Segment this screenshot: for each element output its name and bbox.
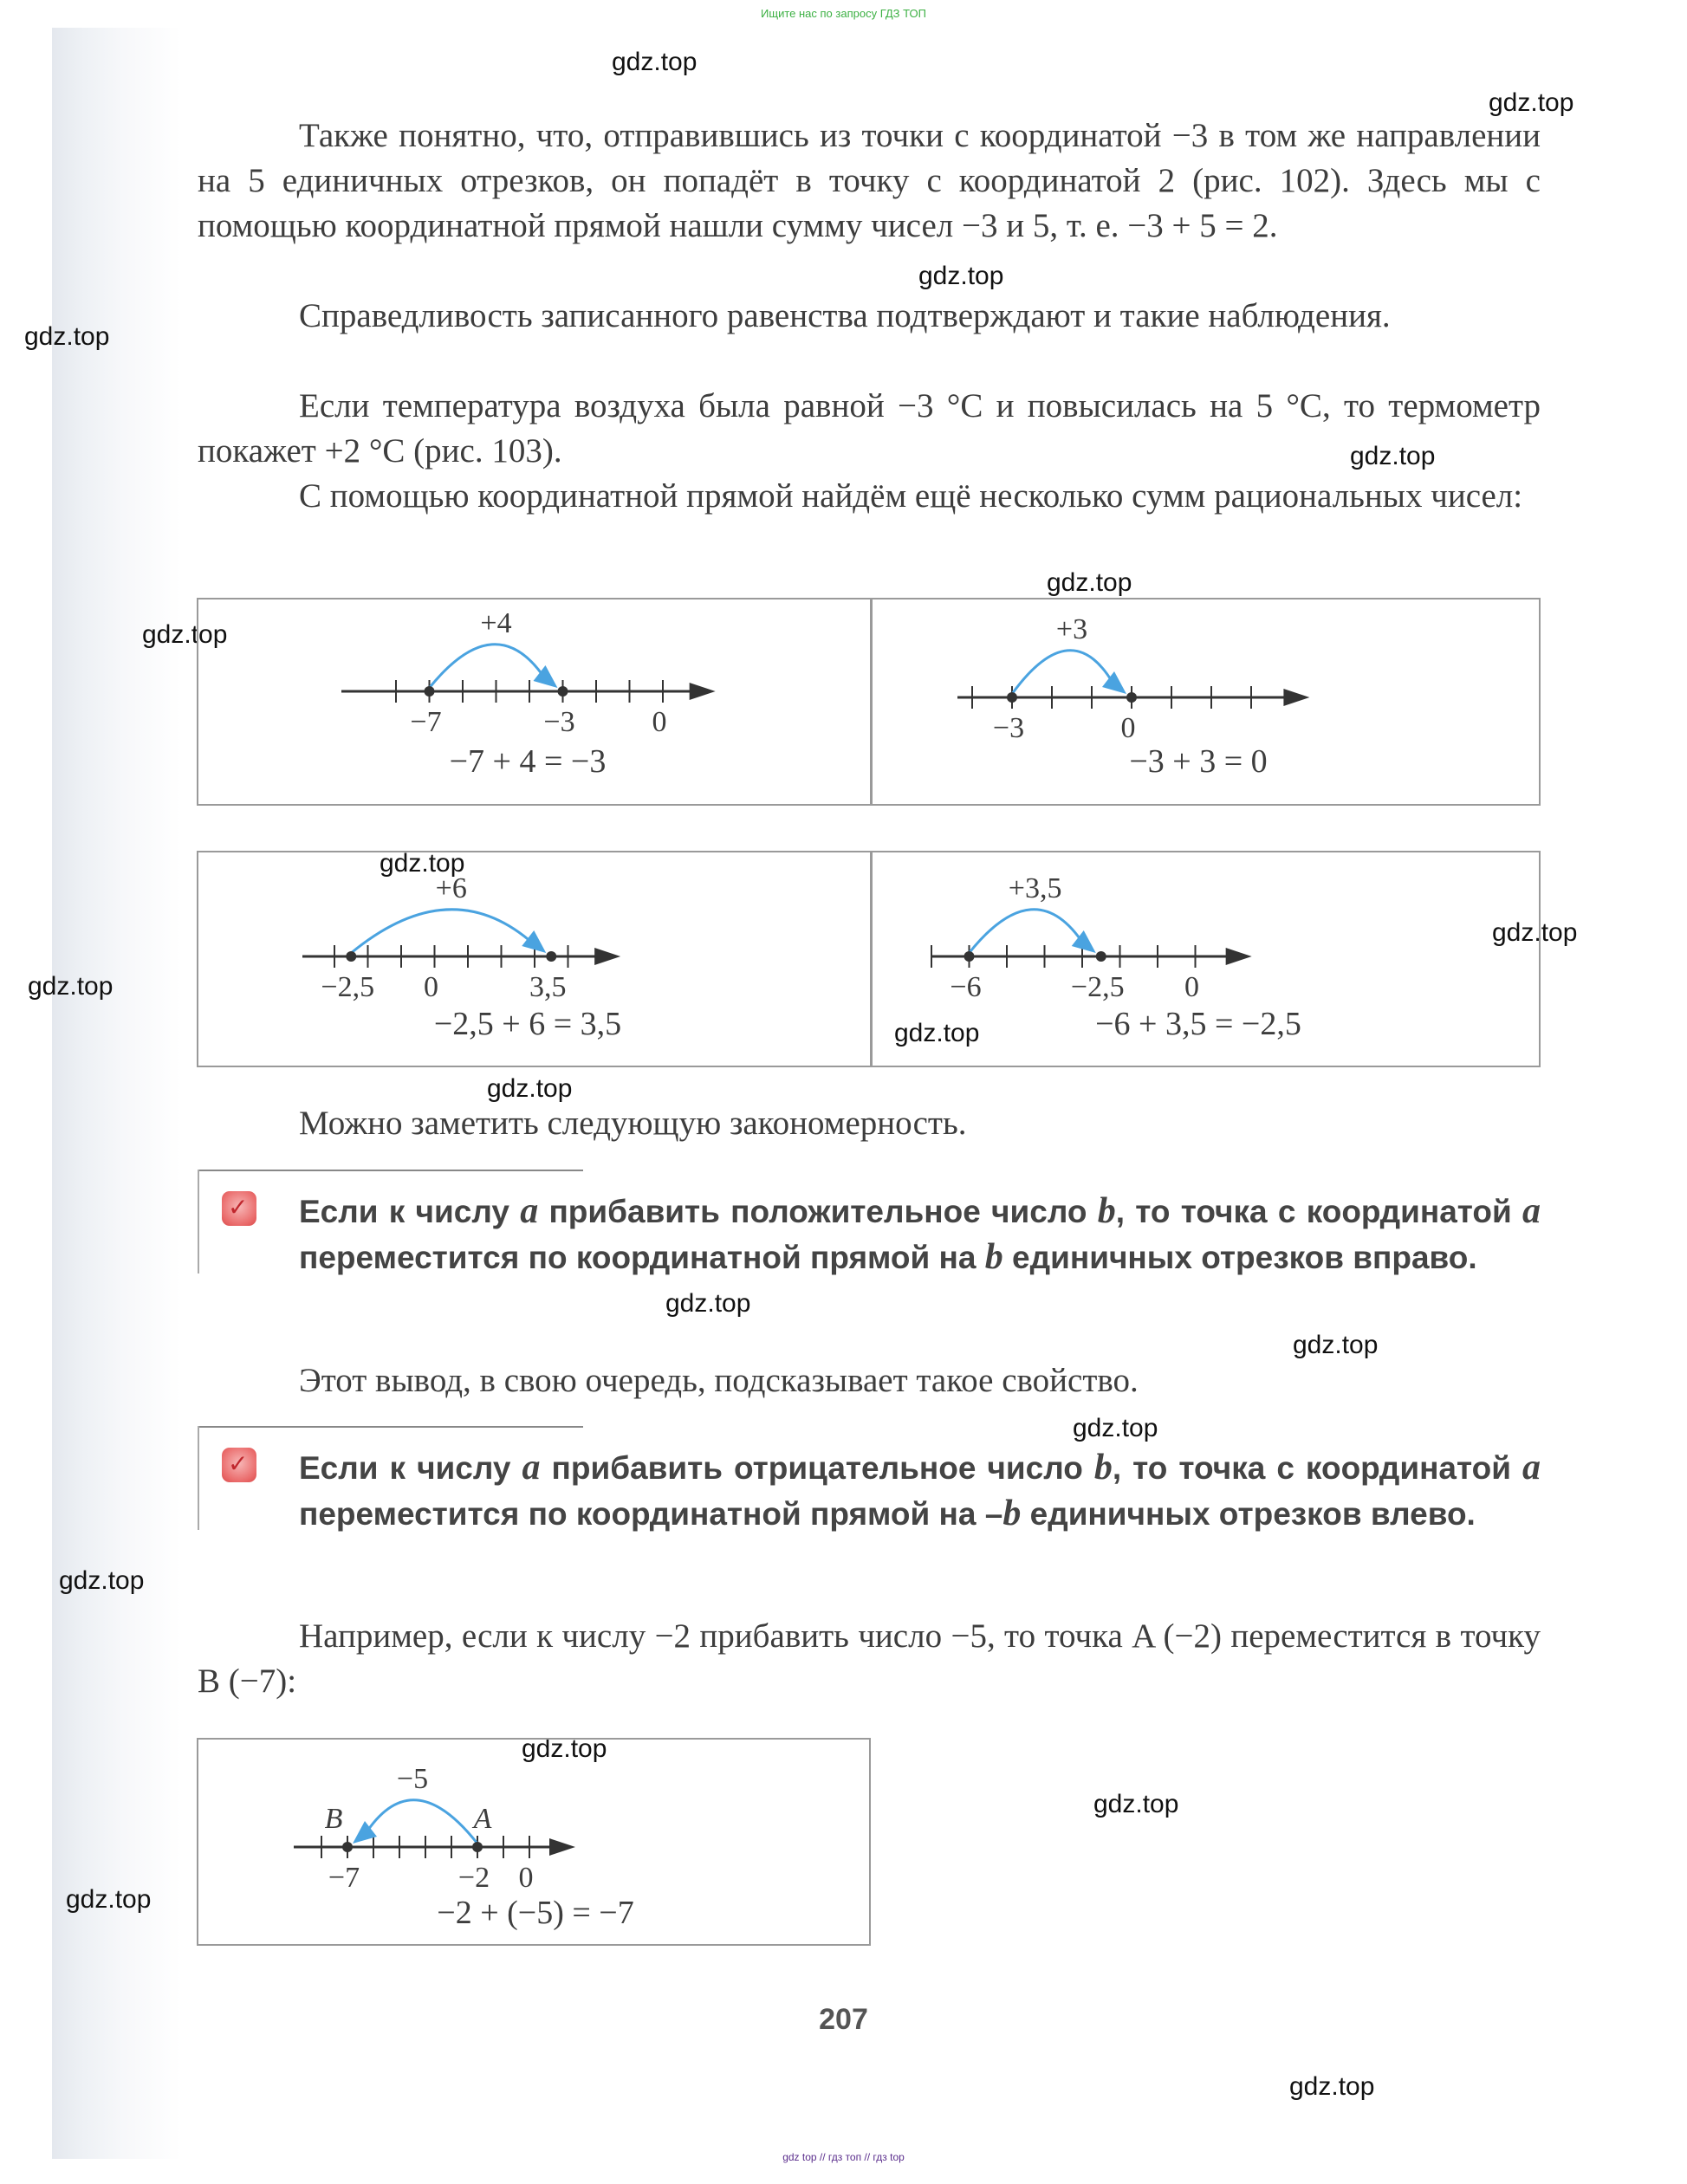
variable: a bbox=[520, 1191, 539, 1231]
watermark: gdz.top bbox=[918, 262, 1004, 290]
start-point bbox=[472, 1842, 483, 1852]
tick-label: −6 bbox=[950, 971, 982, 1003]
paragraph-4: С помощью координатной прямой найдём ещё несколько сумм рациональных чисел: bbox=[299, 477, 1523, 515]
variable: b bbox=[1093, 1448, 1113, 1487]
axis-arrow-icon bbox=[594, 948, 620, 965]
rule-divider bbox=[198, 1426, 199, 1530]
rule-fragment: , то точка с координатой bbox=[1115, 1194, 1523, 1229]
tick-label: −2 bbox=[457, 1862, 490, 1894]
watermark: gdz.top bbox=[1093, 1790, 1179, 1818]
watermark: gdz.top bbox=[380, 849, 465, 878]
start-point bbox=[1007, 692, 1017, 703]
end-point bbox=[1096, 951, 1106, 962]
tick-label: −2,5 bbox=[1070, 971, 1125, 1003]
rule-box-2 bbox=[198, 1426, 1541, 1582]
jump-arc bbox=[1012, 651, 1114, 694]
jump-arc bbox=[351, 910, 534, 953]
tick-label: −3 bbox=[543, 706, 575, 738]
watermark: gdz.top bbox=[1073, 1414, 1158, 1442]
rule-fragment: прибавить отрицательное число bbox=[540, 1450, 1094, 1486]
axis-arrow-icon bbox=[690, 683, 716, 700]
rule-fragment: прибавить положительное число bbox=[538, 1194, 1098, 1229]
start-point bbox=[346, 951, 356, 962]
page-number: 207 bbox=[819, 2003, 868, 2036]
watermark: gdz.top bbox=[1047, 568, 1132, 597]
rule-divider bbox=[198, 1170, 199, 1273]
number-line-diagram-5 bbox=[197, 1738, 871, 1946]
rule-fragment: Если к числу bbox=[299, 1194, 521, 1229]
jump-label: −5 bbox=[396, 1763, 429, 1795]
equation: −3 + 3 = 0 bbox=[1129, 743, 1268, 780]
tick-label: 0 bbox=[1184, 971, 1199, 1003]
variable: a bbox=[1522, 1191, 1541, 1231]
watermark: gdz.top bbox=[28, 972, 114, 1001]
point-label-a: A bbox=[473, 1803, 492, 1835]
jump-label: +6 bbox=[435, 872, 467, 904]
number-line-diagram-3 bbox=[197, 851, 873, 1067]
end-point bbox=[546, 951, 556, 962]
rule-fragment: переместится по координатной прямой на bbox=[299, 1240, 985, 1275]
rule-fragment: единичных отрезков влево. bbox=[1021, 1496, 1476, 1532]
paragraph-1: Также понятно, что, отправившись из точки с координатой −3 в том же направлении на 5 единичных отрезков, он попадёт в точку с координатой 2 (рис. 102). Здесь мы с помощью координатной прямой нашли сумму чисел −3 и 5, т. е. −3 + 5 = 2. bbox=[198, 117, 1541, 244]
jump-arrowhead-icon bbox=[1102, 671, 1126, 694]
rule-text bbox=[299, 1189, 1541, 1280]
number-line-diagram-2 bbox=[870, 598, 1541, 806]
axis-arrow-icon bbox=[1283, 689, 1309, 706]
tick-label: −2,5 bbox=[321, 971, 375, 1003]
end-point bbox=[342, 1842, 353, 1852]
tick-label: 0 bbox=[652, 706, 667, 738]
watermark: gdz.top bbox=[1289, 2072, 1375, 2101]
rule-divider bbox=[198, 1170, 583, 1171]
variable: b bbox=[984, 1237, 1003, 1277]
jump-label: +3 bbox=[1055, 613, 1088, 645]
equation: −6 + 3,5 = −2,5 bbox=[1095, 1006, 1301, 1042]
rule-box-1 bbox=[198, 1170, 1541, 1325]
rule-fragment: единичных отрезков вправо. bbox=[1002, 1240, 1477, 1275]
equation: −7 + 4 = −3 bbox=[449, 743, 607, 780]
footer-note: gdz top // гдз топ // гдз top bbox=[782, 2151, 905, 2163]
watermark: gdz.top bbox=[142, 620, 228, 649]
watermark: gdz.top bbox=[24, 322, 110, 351]
jump-label: +3,5 bbox=[1008, 872, 1062, 904]
jump-arc bbox=[970, 910, 1084, 953]
variable: a bbox=[1522, 1448, 1541, 1487]
variable: b bbox=[1002, 1494, 1022, 1533]
jump-label: +4 bbox=[480, 607, 512, 639]
tick-label: 0 bbox=[424, 971, 438, 1003]
tick-label: 0 bbox=[518, 1862, 534, 1894]
end-point bbox=[558, 686, 568, 697]
number-line-diagram-4 bbox=[870, 851, 1541, 1067]
tick-label: 3,5 bbox=[529, 971, 567, 1003]
jump-arc bbox=[430, 645, 546, 688]
paragraph-5: Можно заметить следующую закономерность. bbox=[299, 1105, 967, 1142]
watermark: gdz.top bbox=[1492, 918, 1578, 947]
axis-arrow-icon bbox=[549, 1838, 575, 1856]
paragraph-7: Например, если к числу −2 прибавить число −5, то точка A (−2) переместится в точку B (−7): bbox=[198, 1617, 1541, 1700]
watermark: gdz.top bbox=[894, 1019, 980, 1047]
variable: b bbox=[1097, 1191, 1116, 1231]
paragraph-3: Если температура воздуха была равной −3 °С и повысилась на 5 °С, то термометр покажет +2 °С (рис. 103). bbox=[198, 387, 1541, 470]
rule-divider bbox=[198, 1426, 583, 1428]
number-line-diagram-1 bbox=[197, 598, 873, 806]
watermark: gdz.top bbox=[1489, 88, 1574, 117]
axis-arrow-icon bbox=[1226, 948, 1252, 965]
watermark: gdz.top bbox=[1293, 1331, 1379, 1359]
watermark: gdz.top bbox=[665, 1289, 751, 1318]
watermark: gdz.top bbox=[1350, 442, 1436, 470]
variable: a bbox=[522, 1448, 541, 1487]
point-label-b: B bbox=[324, 1803, 343, 1835]
watermark: gdz.top bbox=[522, 1734, 607, 1763]
tick-label: −7 bbox=[410, 706, 442, 738]
watermark: gdz.top bbox=[66, 1885, 152, 1914]
jump-arc bbox=[365, 1800, 477, 1844]
checkmark-icon: ✓ bbox=[222, 1448, 256, 1482]
watermark: gdz.top bbox=[612, 48, 698, 76]
start-point bbox=[964, 951, 975, 962]
watermark: gdz.top bbox=[487, 1074, 573, 1103]
tick-label: 0 bbox=[1120, 712, 1136, 744]
checkmark-icon: ✓ bbox=[222, 1191, 256, 1226]
end-point bbox=[1126, 692, 1137, 703]
tick-label: −3 bbox=[992, 712, 1025, 744]
start-point bbox=[425, 686, 435, 697]
paragraph-2: Справедливость записанного равенства подтверждают и такие наблюдения. bbox=[299, 297, 1391, 334]
rule-fragment: переместится по координатной прямой на – bbox=[299, 1496, 1003, 1532]
rule-fragment: , то точка с координатой bbox=[1112, 1450, 1523, 1486]
rule-fragment: Если к числу bbox=[299, 1450, 522, 1486]
watermark: gdz.top bbox=[59, 1566, 145, 1595]
tick-label: −7 bbox=[328, 1862, 360, 1894]
rule-text bbox=[299, 1445, 1541, 1537]
header-note: Ищите нас по запросу ГДЗ ТОП bbox=[761, 7, 926, 20]
equation: −2 + (−5) = −7 bbox=[437, 1895, 634, 1931]
paragraph-6: Этот вывод, в свою очередь, подсказывает такое свойство. bbox=[299, 1362, 1139, 1399]
equation: −2,5 + 6 = 3,5 bbox=[433, 1006, 622, 1042]
